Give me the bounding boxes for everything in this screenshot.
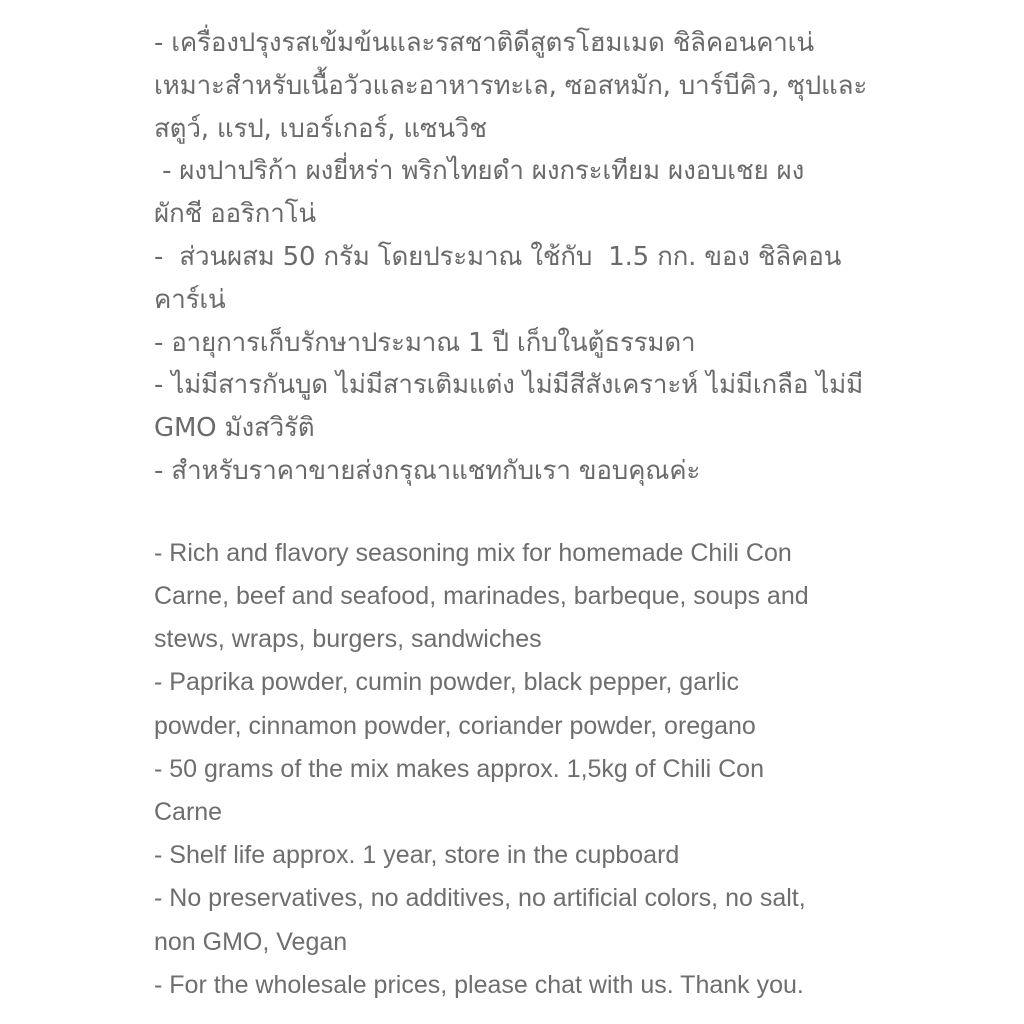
thai-line: - สำหรับราคาขายส่งกรุณาแชทกับเรา ขอบคุณค่ะ [154,455,701,486]
thai-line: เหมาะสำหรับเนื้อวัวและอาหารทะเล, ซอสหมัก, บาร์บีคิว, ซุปและ [154,70,868,101]
english-line: Carne [154,797,223,826]
product-description [154,22,874,1007]
english-line: powder, cinnamon powder, coriander powder, oregano [154,711,756,740]
thai-description [154,22,874,493]
english-line: - No preservatives, no additives, no artificial colors, no salt, [154,884,806,913]
english-line: - Paprika powder, cumin powder, black pepper, garlic [154,668,740,697]
thai-line: GMO มังสวิรัติ [154,413,315,444]
english-line: stews, wraps, burgers, sandwiches [154,625,542,654]
thai-line: คาร์เน่ [154,284,226,315]
english-line: - 50 grams of the mix makes approx. 1,5kg of Chili Con [154,754,764,783]
thai-line: - อายุการเก็บรักษาประมาณ 1 ปี เก็บในตู้ธรรมดา [154,327,696,358]
english-line: non GMO, Vegan [154,927,348,956]
thai-line: - ส่วนผสม 50 กรัม โดยประมาณ ใช้กับ 1.5 กก. ของ ชิลิคอน [154,241,842,272]
english-line: - For the wholesale prices, please chat with us. Thank you. [154,970,804,999]
thai-line: ผักชี ออริกาโน่ [154,199,316,230]
english-line: - Shelf life approx. 1 year, store in the cupboard [154,841,680,870]
english-line: - Rich and flavory seasoning mix for homemade Chili Con [154,538,792,567]
thai-line: - ไม่มีสารกันบูด ไม่มีสารเติมแต่ง ไม่มีสีสังเคราะห์ ไม่มีเกลือ ไม่มี [154,370,864,401]
english-line: Carne, beef and seafood, marinades, barbeque, soups and [154,581,809,610]
thai-line: - ผงปาปริก้า ผงยี่หร่า พริกไทยดำ ผงกระเทียม ผงอบเชย ผง [154,156,805,187]
english-description [154,532,874,1007]
thai-line: - เครื่องปรุงรสเข้มข้นและรสชาติดีสูตรโฮมเมด ชิลิคอนคาเน่ [154,28,814,58]
thai-line: สตูว์, แรป, เบอร์เกอร์, แซนวิช [154,113,487,144]
